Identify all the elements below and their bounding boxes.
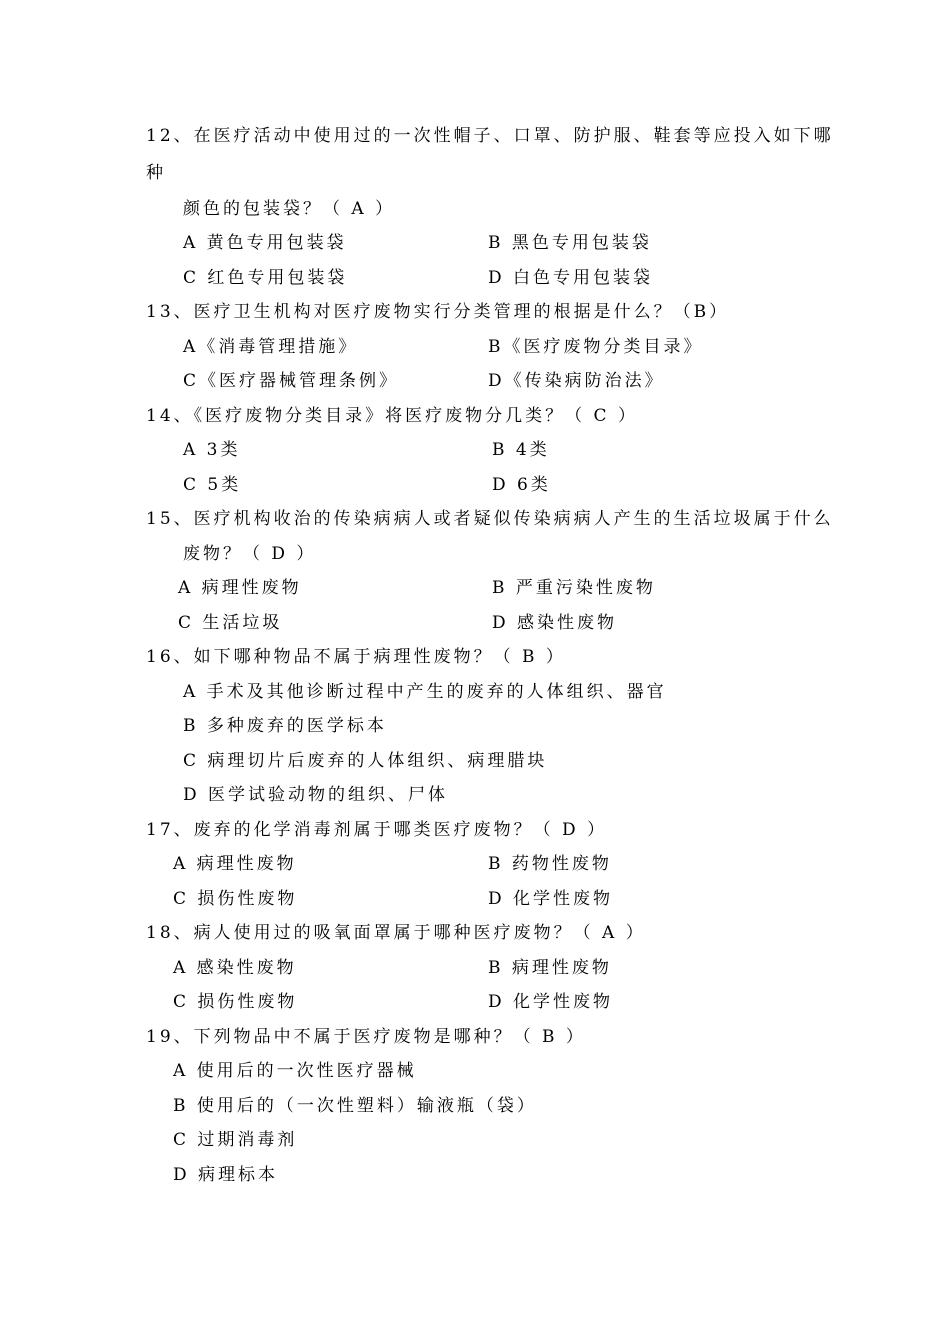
question-16-option-b: B 多种废弃的医学标本 [183, 716, 387, 736]
question-17-option-d: D 化学性废物 [488, 889, 614, 909]
question-13-stem: 13、医疗卫生机构对医疗废物实行分类管理的根据是什么？（B） [146, 302, 730, 322]
question-19-option-b: B 使用后的（一次性塑料）输液瓶（袋） [173, 1096, 537, 1116]
question-12-stem-end: 颜色的包装袋？（ A ） [183, 199, 396, 219]
question-12-stem-continued: 种 [146, 163, 166, 183]
question-15-option-d: D 感染性废物 [492, 613, 618, 633]
question-18-option-a: A 感染性废物 [173, 958, 297, 978]
question-13-option-a: A《消毒管理措施》 [183, 337, 359, 357]
question-15-option-b: B 严重污染性废物 [492, 578, 656, 598]
question-18-option-b: B 病理性废物 [488, 958, 612, 978]
question-12-option-b: B 黑色专用包装袋 [488, 233, 652, 253]
question-17-stem: 17、废弃的化学消毒剂属于哪类医疗废物？（ D ） [146, 820, 608, 840]
question-13-option-c: C《医疗器械管理条例》 [183, 371, 400, 391]
question-19-option-a: A 使用后的一次性医疗器械 [173, 1061, 417, 1081]
question-14-option-a: A 3类 [183, 440, 241, 460]
question-18-stem: 18、病人使用过的吸氧面罩属于哪种医疗废物？（ A ） [146, 923, 646, 943]
question-12-option-c: C 红色专用包装袋 [183, 268, 348, 288]
question-18-option-d: D 化学性废物 [488, 992, 614, 1012]
question-17-option-b: B 药物性废物 [488, 854, 612, 874]
question-16-stem: 16、如下哪种物品不属于病理性废物？（ B ） [146, 647, 566, 667]
question-12-option-a: A 黄色专用包装袋 [183, 233, 347, 253]
question-19-stem: 19、下列物品中不属于医疗废物是哪种？（ B ） [146, 1027, 586, 1047]
question-14-option-c: C 5类 [183, 475, 242, 495]
question-14-option-d: D 6类 [492, 475, 551, 495]
question-17-option-a: A 病理性废物 [173, 854, 297, 874]
question-13-option-b: B《医疗废物分类目录》 [488, 337, 704, 357]
question-15-stem-continued: 废物？（ D ） [183, 544, 317, 564]
question-12-option-d: D 白色专用包装袋 [488, 268, 654, 288]
question-16-option-a: A 手术及其他诊断过程中产生的废弃的人体组织、器官 [183, 682, 667, 702]
question-14-stem: 14、《医疗废物分类目录》将医疗废物分几类？（ C ） [146, 406, 638, 426]
question-19-option-d: D 病理标本 [173, 1165, 279, 1185]
question-15-option-a: A 病理性废物 [178, 578, 302, 598]
question-15-option-c: C 生活垃圾 [178, 613, 283, 633]
question-17-option-c: C 损伤性废物 [173, 889, 298, 909]
question-13-option-d: D《传染病防治法》 [488, 371, 665, 391]
question-18-option-c: C 损伤性废物 [173, 992, 298, 1012]
question-14-option-b: B 4类 [492, 440, 550, 460]
question-15-stem: 15、医疗机构收治的传染病病人或者疑似传染病病人产生的生活垃圾属于什么 [146, 509, 834, 529]
question-16-option-d: D 医学试验动物的组织、尸体 [183, 785, 449, 805]
question-16-option-c: C 病理切片后废弃的人体组织、病理腊块 [183, 751, 548, 771]
question-12-stem: 12、在医疗活动中使用过的一次性帽子、口罩、防护服、鞋套等应投入如下哪 [146, 126, 834, 146]
question-19-option-c: C 过期消毒剂 [173, 1130, 298, 1150]
